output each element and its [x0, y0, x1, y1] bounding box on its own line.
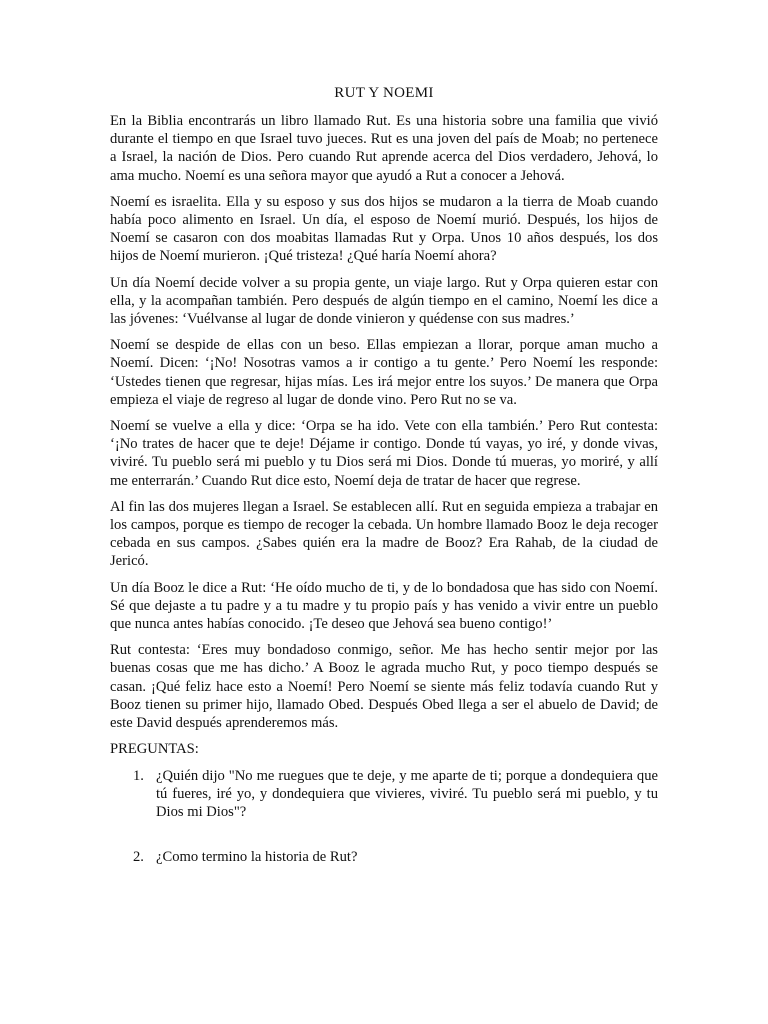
paragraph-5: Noemí se vuelve a ella y dice: ‘Orpa se ha ido. Vete con ella también.’ Pero Rut contesta: ‘¡No trates de hacer que te deje! Déjame ir contigo. Donde tú vayas, yo iré, y donde vivas, viviré. Tu pueblo será mi pueblo y tu Dios será mi Dios. Donde tú mueras, yo moriré, y allí me enterrarán.’ Cuando Rut dice esto, Noemí deja de tratar de hacer que regrese. — [110, 418, 658, 489]
paragraph-4: Noemí se despide de ellas con un beso. Ellas empiezan a llorar, porque aman mucho a Noemí. Dicen: ‘¡No! Nosotras vamos a ir contigo a tu gente.’ Pero Noemí les responde: ‘Ustedes tienen que regresar, hijas mías. Les irá mejor entre los suyos.’ De manera que Orpa empieza el viaje de regreso al lugar de donde vino. Pero Rut no se va. — [110, 337, 658, 408]
page-title: RUT Y NOEMI — [334, 85, 434, 101]
question-item — [110, 767, 658, 822]
question-number: 2. — [133, 849, 144, 866]
questions-heading: PREGUNTAS: — [110, 741, 199, 758]
paragraph-1: En la Biblia encontrarás un libro llamado Rut. Es una historia sobre una familia que vivió durante el tiempo en que Israel tuvo jueces. Rut es una joven del país de Moab; no pertenece a Israel, la nación de Dios. Pero cuando Rut aprende acerca del Dios verdadero, Jehová, lo ama mucho. Noemí es una señora mayor que ayudó a Rut a conocer a Jehová. — [110, 113, 658, 184]
question-item — [110, 848, 658, 866]
paragraph-3: Un día Noemí decide volver a su propia gente, un viaje largo. Rut y Orpa quieren estar con ella, y la acompañan también. Pero después de algún tiempo en el camino, Noemí les dice a las jóvenes: ‘Vuélvanse al lugar de donde vinieron y quédense con sus madres.’ — [110, 274, 658, 328]
question-text: ¿Quién dijo "No me ruegues que te deje, y me aparte de ti; porque a dondequiera que tú fueres, iré yo, y dondequiera que vivieres, viviré. Tu pueblo será mi pueblo, y tu Dios mi Dios"? — [156, 767, 658, 820]
paragraph-7: Un día Booz le dice a Rut: ‘He oído mucho de ti, y de lo bondadosa que has sido con Noemí. Sé que dejaste a tu padre y a tu madre y tu propio país y has venido a vivir entre un pueblo que nunca antes habías conocido. ¡Te deseo que Jehová sea bueno contigo!’ — [110, 579, 658, 633]
paragraph-2: Noemí es israelita. Ella y su esposo y sus dos hijos se mudaron a la tierra de Moab cuando había poco alimento en Israel. Un día, el esposo de Noemí murió. Después, los hijos de Noemí se casaron con dos moabitas llamadas Rut y Orpa. Unos 10 años después, los dos hijos de Noemí murieron. ¡Qué tristeza! ¿Qué haría Noemí ahora? — [110, 193, 658, 265]
questions-list — [110, 767, 658, 867]
question-text: ¿Como termino la historia de Rut? — [156, 849, 358, 866]
paragraph-6: Al fin las dos mujeres llegan a Israel. Se establecen allí. Rut en seguida empieza a trabajar en los campos, porque es tiempo de recoger la cebada. Un hombre llamado Booz le deja recoger cebada en sus campos. ¿Sabes quién era la madre de Booz? Era Rahab, de la ciudad de Jericó. — [110, 498, 658, 570]
paragraph-8: Rut contesta: ‘Eres muy bondadoso conmigo, señor. Me has hecho sentir mejor por las buenas cosas que me has dicho.’ A Booz le agrada mucho Rut, y poco tiempo después se casan. ¡Qué feliz hace esto a Noemí! Pero Noemí se siente más feliz todavía cuando Rut y Booz tienen su primer hijo, llamado Obed. Después Obed llega a ser el abuelo de David; de este David después aprenderemos más. — [110, 642, 658, 732]
question-number: 1. — [133, 767, 144, 784]
document-body — [110, 112, 658, 893]
